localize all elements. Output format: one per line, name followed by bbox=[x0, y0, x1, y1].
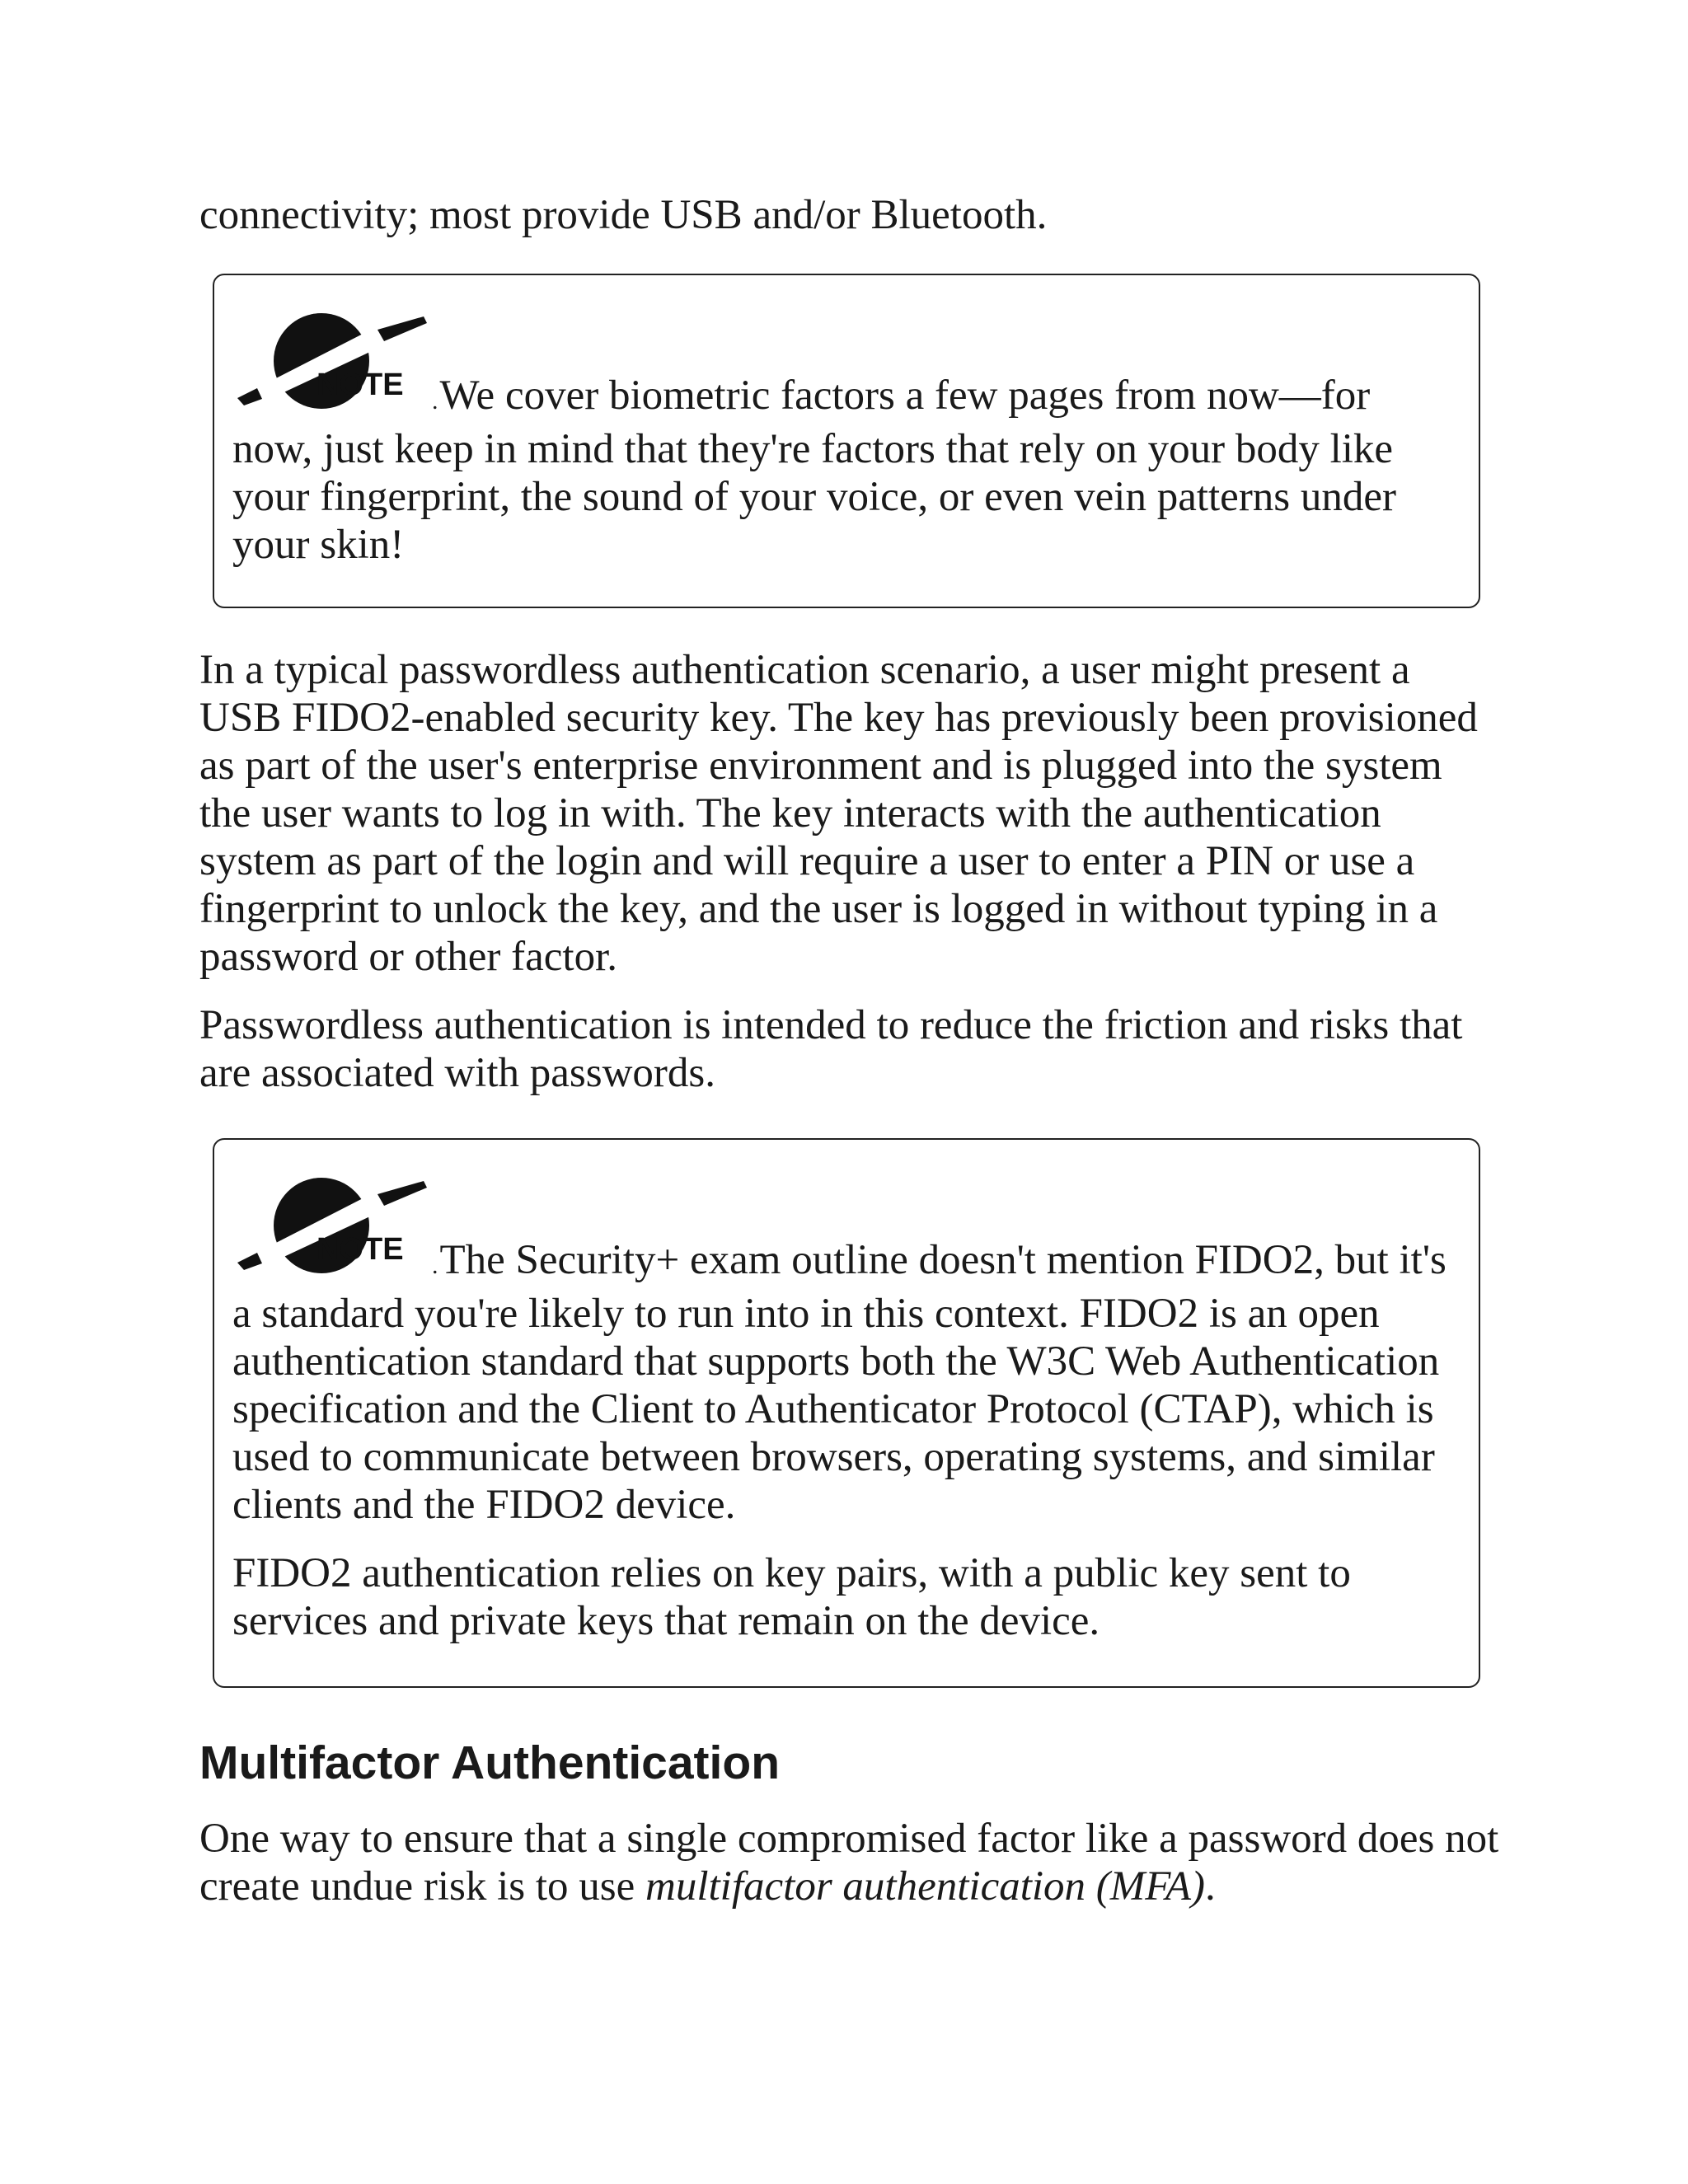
note-icon bbox=[232, 312, 427, 409]
note-icon-label: NOTE bbox=[316, 1232, 404, 1267]
mfa-paragraph-text: One way to ensure that a single compromised factor like a password does not create undue risk is to use bbox=[199, 1816, 1499, 1910]
note-paragraph: NOTE .The Security+ exam outline doesn't mention FIDO2, but it's a standard you're likely to run into in this context. FIDO2 is an open authentication standard that supports both the W3C Web Authentication specification and the Client to Authenticator Protocol (CTAP), which is used to communicate between browsers, operating systems, and similar clients and the FIDO2 device. bbox=[232, 1176, 1454, 1529]
mfa-paragraph-end: . bbox=[1204, 1863, 1216, 1910]
page-content bbox=[199, 191, 1502, 1910]
note1-text: We cover biometric factors a few pages from now—for now, just keep in mind that they're factors that rely on your body like your fingerprint, the sound of your voice, or even vein patterns under your skin! bbox=[232, 373, 1397, 568]
note-icon bbox=[232, 1176, 427, 1273]
note-paragraph: NOTE .We cover biometric factors a few pages from now—for now, just keep in mind that they're factors that rely on your body like your fingerprint, the sound of your voice, or even vein patterns under your skin! bbox=[232, 312, 1454, 569]
mfa-term: multifactor authentication (MFA) bbox=[645, 1863, 1205, 1910]
section-heading: Multifactor Authentication bbox=[199, 1736, 781, 1789]
mfa-paragraph bbox=[199, 1815, 1502, 1910]
passwordless-purpose-paragraph: Passwordless authentication is intended to reduce the friction and risks that are associated with passwords. bbox=[199, 1002, 1463, 1096]
passwordless-scenario-paragraph: In a typical passwordless authentication scenario, a user might present a USB FIDO2-enabled security key. The key has previously been provisioned as part of the user's enterprise environment and is plugged into the system the user wants to log in with. The key interacts with the authentication system as part of the login and will require a user to enter a PIN or use a fingerprint to unlock the key, and the user is logged in without typing in a password or other factor. bbox=[199, 647, 1478, 980]
note-box-fido2 bbox=[213, 1138, 1480, 1688]
note2-second-paragraph: FIDO2 authentication relies on key pairs, with a public key sent to services and private keys that remain on the device. bbox=[232, 1550, 1351, 1644]
top-paragraph: connectivity; most provide USB and/or Bluetooth. bbox=[199, 192, 1048, 238]
note2-text: The Security+ exam outline doesn't mention FIDO2, but it's a standard you're likely to run into in this context. FIDO2 is an open authentication standard that supports both the W3C Web Authentication specification and the Client to Authenticator Protocol (CTAP), which is used to communicate between browsers, operating systems, and similar clients and the FIDO2 device. bbox=[232, 1237, 1447, 1528]
note-box-biometrics bbox=[213, 274, 1480, 608]
note-icon-label: NOTE bbox=[316, 368, 404, 402]
